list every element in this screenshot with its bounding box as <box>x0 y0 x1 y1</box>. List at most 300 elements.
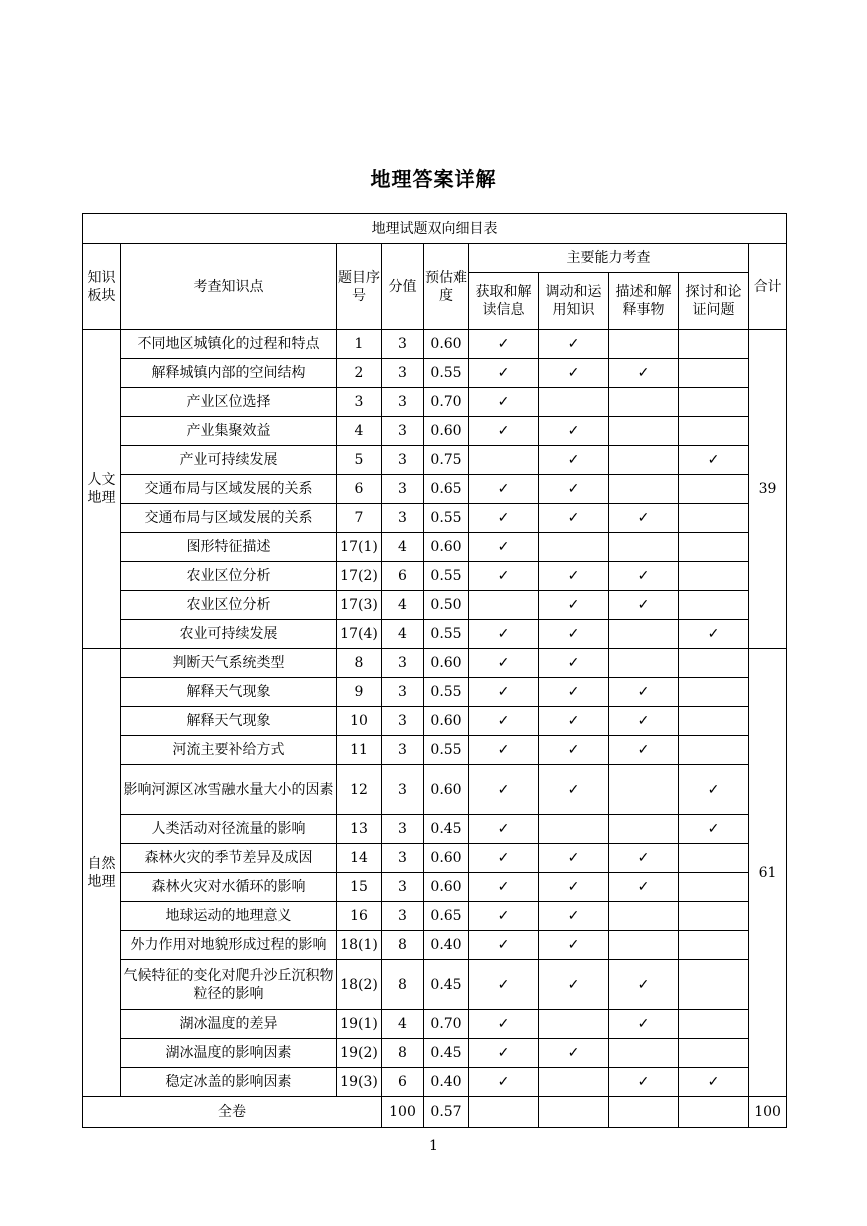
difficulty-value: 0.60 <box>424 330 469 359</box>
knowledge-point: 解释城镇内部的空间结构 <box>121 359 337 388</box>
check-icon: ✓ <box>567 452 580 468</box>
knowledge-point: 湖冰温度的差异 <box>121 1010 337 1039</box>
knowledge-point: 产业集聚效益 <box>121 417 337 446</box>
score-value: 3 <box>382 736 424 765</box>
ability-cell <box>679 815 749 844</box>
check-icon: ✓ <box>497 510 510 526</box>
ability-cell <box>539 765 609 815</box>
ability-cell <box>679 931 749 960</box>
check-icon: ✓ <box>567 568 580 584</box>
header-block: 知识板块 <box>83 244 121 330</box>
ability-cell <box>679 359 749 388</box>
ability-cell <box>539 446 609 475</box>
question-number: 18(2) <box>337 960 382 1010</box>
ability-cell <box>609 844 679 873</box>
ability-cell <box>609 620 679 649</box>
table-row <box>83 388 787 417</box>
difficulty-value: 0.65 <box>424 902 469 931</box>
knowledge-point: 气候特征的变化对爬升沙丘沉积物粒径的影响 <box>121 960 337 1010</box>
difficulty-value: 0.55 <box>424 736 469 765</box>
footer-empty-cell <box>539 1097 609 1128</box>
check-icon: ✓ <box>637 684 650 700</box>
table-row <box>83 620 787 649</box>
check-icon: ✓ <box>707 626 720 642</box>
table-row <box>83 678 787 707</box>
header-score: 分值 <box>382 244 424 330</box>
table-row <box>83 591 787 620</box>
ability-cell <box>609 417 679 446</box>
ability-cell <box>539 417 609 446</box>
difficulty-value: 0.60 <box>424 765 469 815</box>
ability-cell <box>539 533 609 562</box>
check-icon: ✓ <box>497 539 510 555</box>
score-value: 6 <box>382 1068 424 1097</box>
ability-cell <box>469 902 539 931</box>
check-icon: ✓ <box>567 879 580 895</box>
ability-cell <box>679 591 749 620</box>
ability-cell <box>469 504 539 533</box>
ability-cell <box>679 649 749 678</box>
ability-cell <box>679 504 749 533</box>
score-value: 3 <box>382 417 424 446</box>
ability-cell <box>469 1068 539 1097</box>
table-row <box>83 931 787 960</box>
section-name: 自然地理 <box>83 649 121 1097</box>
difficulty-value: 0.45 <box>424 960 469 1010</box>
score-value: 6 <box>382 562 424 591</box>
ability-cell <box>469 475 539 504</box>
difficulty-value: 0.70 <box>424 388 469 417</box>
ability-cell <box>539 844 609 873</box>
ability-cell <box>469 330 539 359</box>
score-value: 3 <box>382 330 424 359</box>
question-number: 13 <box>337 815 382 844</box>
question-number: 11 <box>337 736 382 765</box>
table-row <box>83 504 787 533</box>
knowledge-point: 湖冰温度的影响因素 <box>121 1039 337 1068</box>
knowledge-point: 农业区位分析 <box>121 562 337 591</box>
score-value: 3 <box>382 475 424 504</box>
check-icon: ✓ <box>567 481 580 497</box>
question-number: 19(1) <box>337 1010 382 1039</box>
ability-cell <box>469 707 539 736</box>
ability-cell <box>469 533 539 562</box>
check-icon: ✓ <box>567 510 580 526</box>
score-value: 4 <box>382 533 424 562</box>
ability-cell <box>469 1010 539 1039</box>
score-value: 3 <box>382 446 424 475</box>
ability-cell <box>609 330 679 359</box>
ability-cell <box>609 931 679 960</box>
check-icon: ✓ <box>567 655 580 671</box>
check-icon: ✓ <box>497 655 510 671</box>
table-row <box>83 330 787 359</box>
table-row <box>83 562 787 591</box>
ability-cell <box>609 678 679 707</box>
ability-cell <box>539 707 609 736</box>
knowledge-point: 判断天气系统类型 <box>121 649 337 678</box>
check-icon: ✓ <box>637 976 650 993</box>
ability-cell <box>609 475 679 504</box>
knowledge-point: 交通布局与区域发展的关系 <box>121 475 337 504</box>
question-number: 15 <box>337 873 382 902</box>
header-ability-1: 获取和解读信息 <box>469 273 539 330</box>
table-row <box>83 1039 787 1068</box>
check-icon: ✓ <box>497 781 510 798</box>
ability-cell <box>679 1068 749 1097</box>
ability-cell <box>469 873 539 902</box>
table-row <box>83 1068 787 1097</box>
knowledge-point: 森林火灾的季节差异及成因 <box>121 844 337 873</box>
ability-cell <box>539 1068 609 1097</box>
footer-empty-cell <box>679 1097 749 1128</box>
check-icon: ✓ <box>637 1016 650 1032</box>
footer-difficulty: 0.57 <box>424 1097 469 1128</box>
ability-cell <box>469 359 539 388</box>
score-value: 3 <box>382 873 424 902</box>
table-row <box>83 359 787 388</box>
check-icon: ✓ <box>637 568 650 584</box>
footer-empty-cell <box>609 1097 679 1128</box>
knowledge-point: 产业区位选择 <box>121 388 337 417</box>
knowledge-point: 解释天气现象 <box>121 707 337 736</box>
ability-cell <box>609 388 679 417</box>
difficulty-value: 0.60 <box>424 844 469 873</box>
difficulty-value: 0.45 <box>424 1039 469 1068</box>
ability-cell <box>539 359 609 388</box>
check-icon: ✓ <box>707 1074 720 1090</box>
table-row <box>83 475 787 504</box>
table-row <box>83 873 787 902</box>
ability-cell <box>539 678 609 707</box>
knowledge-point: 影响河源区冰雪融水量大小的因素 <box>121 765 337 815</box>
ability-cell <box>609 446 679 475</box>
check-icon: ✓ <box>567 684 580 700</box>
knowledge-point: 农业区位分析 <box>121 591 337 620</box>
difficulty-value: 0.60 <box>424 649 469 678</box>
ability-cell <box>469 960 539 1010</box>
ability-cell <box>469 562 539 591</box>
score-value: 8 <box>382 1039 424 1068</box>
ability-cell <box>609 815 679 844</box>
check-icon: ✓ <box>567 937 580 953</box>
knowledge-point: 稳定冰盖的影响因素 <box>121 1068 337 1097</box>
check-icon: ✓ <box>567 713 580 729</box>
table-row <box>83 707 787 736</box>
ability-cell <box>539 902 609 931</box>
page-number: 1 <box>429 1138 438 1154</box>
knowledge-point: 外力作用对地貌形成过程的影响 <box>121 931 337 960</box>
check-icon: ✓ <box>567 626 580 642</box>
question-number: 9 <box>337 678 382 707</box>
question-number: 14 <box>337 844 382 873</box>
table-caption: 地理试题双向细目表 <box>83 214 787 244</box>
check-icon: ✓ <box>497 821 510 837</box>
ability-cell <box>469 649 539 678</box>
ability-cell <box>609 533 679 562</box>
check-icon: ✓ <box>637 742 650 758</box>
table-row <box>83 1010 787 1039</box>
ability-cell <box>539 815 609 844</box>
footer-label: 全卷 <box>83 1097 382 1128</box>
difficulty-value: 0.55 <box>424 620 469 649</box>
check-icon: ✓ <box>567 976 580 993</box>
ability-cell <box>679 475 749 504</box>
question-number: 19(3) <box>337 1068 382 1097</box>
check-icon: ✓ <box>497 684 510 700</box>
ability-cell <box>679 707 749 736</box>
ability-cell <box>609 960 679 1010</box>
ability-cell <box>539 388 609 417</box>
table-row <box>83 765 787 815</box>
question-number: 7 <box>337 504 382 533</box>
table-row <box>83 533 787 562</box>
difficulty-value: 0.45 <box>424 815 469 844</box>
difficulty-value: 0.60 <box>424 873 469 902</box>
ability-cell <box>539 873 609 902</box>
score-value: 4 <box>382 620 424 649</box>
ability-cell <box>609 707 679 736</box>
ability-cell <box>679 562 749 591</box>
header-point: 考查知识点 <box>121 244 337 330</box>
ability-cell <box>469 678 539 707</box>
knowledge-point: 产业可持续发展 <box>121 446 337 475</box>
check-icon: ✓ <box>567 781 580 798</box>
question-number: 17(2) <box>337 562 382 591</box>
score-value: 3 <box>382 815 424 844</box>
ability-cell <box>539 591 609 620</box>
score-value: 3 <box>382 388 424 417</box>
check-icon: ✓ <box>567 597 580 613</box>
difficulty-value: 0.60 <box>424 707 469 736</box>
knowledge-point: 解释天气现象 <box>121 678 337 707</box>
check-icon: ✓ <box>497 742 510 758</box>
footer-total: 100 <box>749 1097 787 1128</box>
score-value: 3 <box>382 902 424 931</box>
check-icon: ✓ <box>707 781 720 798</box>
check-icon: ✓ <box>707 452 720 468</box>
knowledge-point: 图形特征描述 <box>121 533 337 562</box>
check-icon: ✓ <box>497 365 510 381</box>
difficulty-value: 0.55 <box>424 562 469 591</box>
difficulty-value: 0.55 <box>424 359 469 388</box>
check-icon: ✓ <box>567 850 580 866</box>
ability-cell <box>609 902 679 931</box>
ability-cell <box>609 504 679 533</box>
ability-cell <box>609 649 679 678</box>
check-icon: ✓ <box>497 879 510 895</box>
footer-empty-cell <box>469 1097 539 1128</box>
section-total: 39 <box>749 330 787 649</box>
question-number: 6 <box>337 475 382 504</box>
question-number: 18(1) <box>337 931 382 960</box>
table-row <box>83 844 787 873</box>
ability-cell <box>609 765 679 815</box>
ability-cell <box>469 844 539 873</box>
knowledge-point: 农业可持续发展 <box>121 620 337 649</box>
page-title: 地理答案详解 <box>370 167 497 191</box>
check-icon: ✓ <box>497 1045 510 1061</box>
ability-cell <box>609 562 679 591</box>
ability-cell <box>609 1010 679 1039</box>
check-icon: ✓ <box>567 423 580 439</box>
question-number: 17(1) <box>337 533 382 562</box>
ability-cell <box>609 1068 679 1097</box>
ability-cell <box>679 736 749 765</box>
check-icon: ✓ <box>567 1045 580 1061</box>
ability-cell <box>539 1010 609 1039</box>
check-icon: ✓ <box>497 937 510 953</box>
table-row <box>83 736 787 765</box>
question-number: 2 <box>337 359 382 388</box>
ability-cell <box>679 446 749 475</box>
ability-cell <box>679 330 749 359</box>
check-icon: ✓ <box>637 510 650 526</box>
knowledge-point: 森林火灾对水循环的影响 <box>121 873 337 902</box>
question-number: 16 <box>337 902 382 931</box>
ability-cell <box>469 446 539 475</box>
score-value: 3 <box>382 649 424 678</box>
difficulty-value: 0.50 <box>424 591 469 620</box>
ability-cell <box>469 931 539 960</box>
ability-cell <box>609 591 679 620</box>
ability-cell <box>469 388 539 417</box>
check-icon: ✓ <box>497 423 510 439</box>
ability-cell <box>469 765 539 815</box>
ability-cell <box>609 1039 679 1068</box>
question-number: 4 <box>337 417 382 446</box>
ability-cell <box>679 765 749 815</box>
knowledge-point: 地球运动的地理意义 <box>121 902 337 931</box>
question-number: 17(4) <box>337 620 382 649</box>
question-number: 19(2) <box>337 1039 382 1068</box>
ability-cell <box>539 330 609 359</box>
ability-cell <box>679 533 749 562</box>
header-ability-group: 主要能力考查 <box>469 244 749 273</box>
score-value: 4 <box>382 1010 424 1039</box>
check-icon: ✓ <box>707 821 720 837</box>
question-number: 8 <box>337 649 382 678</box>
header-total: 合计 <box>749 244 787 330</box>
ability-cell <box>679 873 749 902</box>
score-value: 3 <box>382 707 424 736</box>
ability-cell <box>539 649 609 678</box>
ability-cell <box>469 736 539 765</box>
ability-cell <box>539 931 609 960</box>
table-row <box>83 960 787 1010</box>
check-icon: ✓ <box>637 879 650 895</box>
ability-cell <box>469 815 539 844</box>
difficulty-value: 0.40 <box>424 1068 469 1097</box>
ability-cell <box>539 504 609 533</box>
ability-cell <box>679 960 749 1010</box>
footer-score: 100 <box>382 1097 424 1128</box>
section-total: 61 <box>749 649 787 1097</box>
difficulty-value: 0.70 <box>424 1010 469 1039</box>
ability-cell <box>679 678 749 707</box>
score-value: 4 <box>382 591 424 620</box>
table-row <box>83 446 787 475</box>
score-value: 8 <box>382 960 424 1010</box>
detail-table <box>82 213 787 1128</box>
difficulty-value: 0.60 <box>424 417 469 446</box>
check-icon: ✓ <box>567 908 580 924</box>
check-icon: ✓ <box>497 1016 510 1032</box>
knowledge-point: 交通布局与区域发展的关系 <box>121 504 337 533</box>
ability-cell <box>469 417 539 446</box>
check-icon: ✓ <box>637 713 650 729</box>
header-ability-2: 调动和运用知识 <box>539 273 609 330</box>
difficulty-value: 0.75 <box>424 446 469 475</box>
header-ability-3: 描述和解释事物 <box>609 273 679 330</box>
check-icon: ✓ <box>637 1074 650 1090</box>
ability-cell <box>609 736 679 765</box>
table-row <box>83 649 787 678</box>
check-icon: ✓ <box>567 365 580 381</box>
header-no: 题目序号 <box>337 244 382 330</box>
check-icon: ✓ <box>497 568 510 584</box>
knowledge-point: 人类活动对径流量的影响 <box>121 815 337 844</box>
table-row <box>83 815 787 844</box>
check-icon: ✓ <box>497 976 510 993</box>
ability-cell <box>679 844 749 873</box>
check-icon: ✓ <box>497 394 510 410</box>
ability-cell <box>679 388 749 417</box>
knowledge-point: 河流主要补给方式 <box>121 736 337 765</box>
table-row <box>83 417 787 446</box>
table-body <box>83 330 787 1097</box>
section-name: 人文地理 <box>83 330 121 649</box>
check-icon: ✓ <box>497 908 510 924</box>
check-icon: ✓ <box>497 481 510 497</box>
difficulty-value: 0.60 <box>424 533 469 562</box>
ability-cell <box>469 1039 539 1068</box>
question-number: 12 <box>337 765 382 815</box>
ability-cell <box>539 562 609 591</box>
ability-cell <box>539 960 609 1010</box>
score-value: 3 <box>382 678 424 707</box>
ability-cell <box>469 591 539 620</box>
check-icon: ✓ <box>637 365 650 381</box>
ability-cell <box>679 1039 749 1068</box>
check-icon: ✓ <box>497 626 510 642</box>
score-value: 3 <box>382 765 424 815</box>
table-row <box>83 902 787 931</box>
ability-cell <box>539 620 609 649</box>
ability-cell <box>609 359 679 388</box>
ability-cell <box>539 1039 609 1068</box>
question-number: 10 <box>337 707 382 736</box>
score-value: 3 <box>382 359 424 388</box>
score-value: 8 <box>382 931 424 960</box>
ability-cell <box>539 475 609 504</box>
ability-cell <box>679 417 749 446</box>
ability-cell <box>679 902 749 931</box>
knowledge-point: 不同地区城镇化的过程和特点 <box>121 330 337 359</box>
header-ability-4: 探讨和论证问题 <box>679 273 749 330</box>
difficulty-value: 0.65 <box>424 475 469 504</box>
check-icon: ✓ <box>567 742 580 758</box>
question-number: 3 <box>337 388 382 417</box>
ability-cell <box>539 736 609 765</box>
check-icon: ✓ <box>497 713 510 729</box>
score-value: 3 <box>382 844 424 873</box>
question-number: 17(3) <box>337 591 382 620</box>
ability-cell <box>469 620 539 649</box>
score-value: 3 <box>382 504 424 533</box>
check-icon: ✓ <box>497 336 510 352</box>
header-difficulty: 预估难度 <box>424 244 469 330</box>
